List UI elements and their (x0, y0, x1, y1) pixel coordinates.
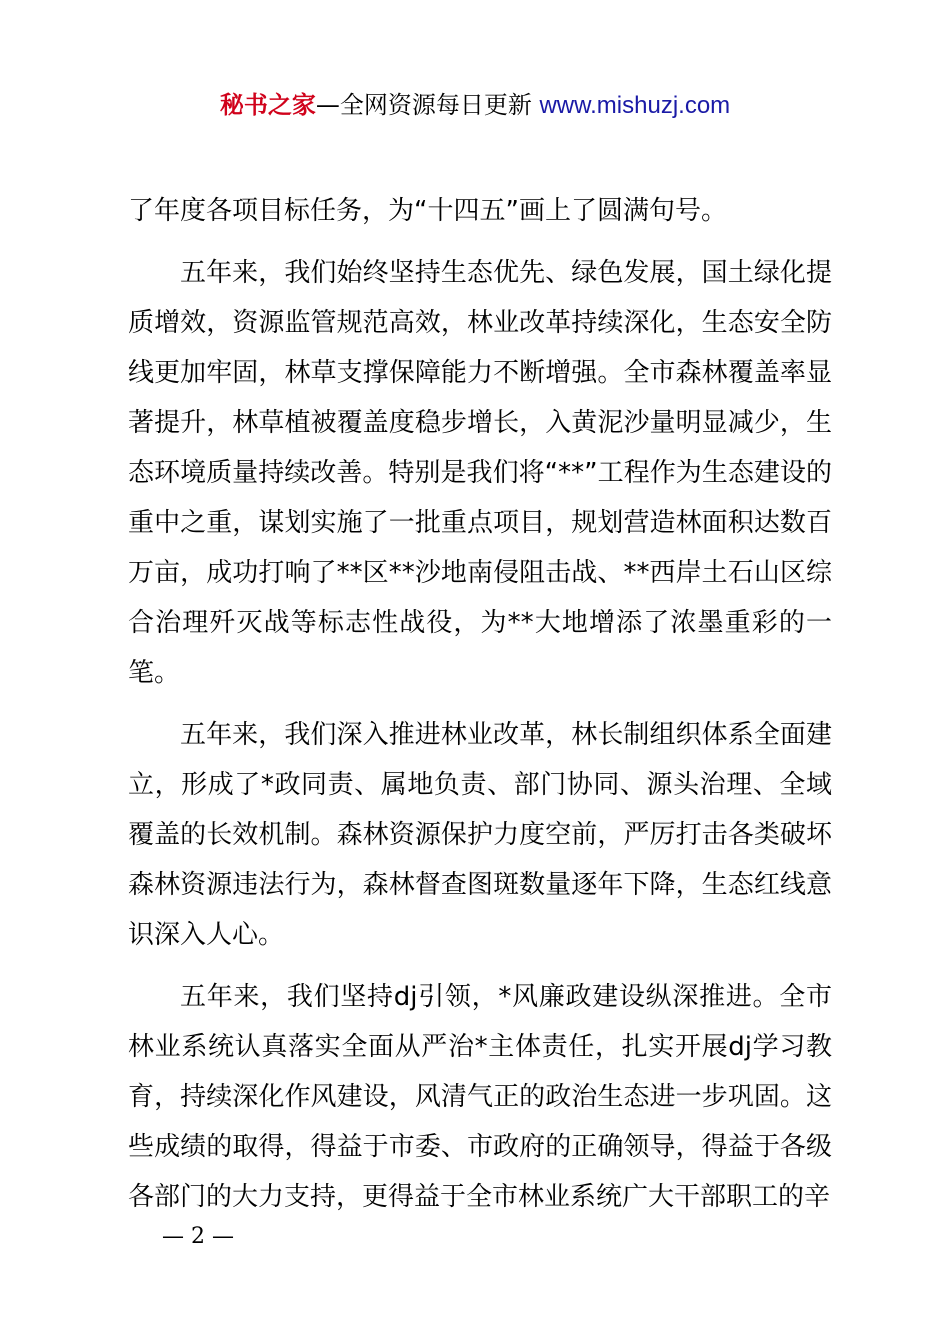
paragraph-ecology: 五年来，我们始终坚持生态优先、绿色发展，国土绿化提质增效，资源监管规范高效，林业改革持续深化，生态安全防线更加牢固，林草支撑保障能力不断增强。全市森林覆盖率显著提升，林草植被覆盖度稳步增长，入黄泥沙量明显减少，生态环境质量持续改善。特别是我们将“**”工程作为生态建设的重中之重，谋划实施了一批重点项目，规划营造林面积达数百万亩，成功打响了**区**沙地南侵阻击战、**西岸土石山区综合治理歼灭战等标志性战役，为**大地增添了浓墨重彩的一笔。 (128, 258, 832, 688)
document-body (128, 186, 832, 1222)
paragraph-continuation: 了年度各项目标任务，为“十四五”画上了圆满句号。 (128, 196, 727, 226)
paragraph-reform: 五年来，我们深入推进林业改革，林长制组织体系全面建立，形成了*政同责、属地负责、部门协同、源头治理、全域覆盖的长效机制。森林资源保护力度空前，严厉打击各类破坏森林资源违法行为，森林督查图斑数量逐年下降，生态红线意识深入人心。 (128, 720, 832, 950)
site-url[interactable]: www.mishuzj.com (539, 92, 731, 119)
site-header (0, 88, 950, 123)
site-tagline: —全网资源每日更新 (315, 91, 532, 119)
paragraph-party-building: 五年来，我们坚持dj引领，*风廉政建设纵深推进。全市林业系统认真落实全面从严治*主体责任，扎实开展dj学习教育，持续深化作风建设，风清气正的政治生态进一步巩固。这些成绩的取得，得益于市委、市政府的正确领导，得益于各级各部门的大力支持，更得益于全市林业系统广大干部职工的辛 (128, 982, 832, 1212)
site-brand: 秘书之家 (219, 91, 316, 119)
page-number: — 2 — (162, 1224, 234, 1249)
